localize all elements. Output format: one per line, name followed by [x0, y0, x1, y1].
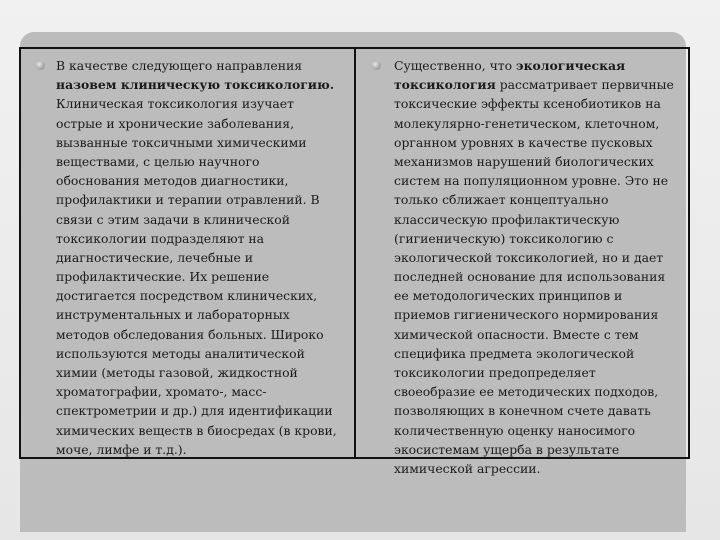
text-segment: последней основание для использования — [394, 269, 666, 285]
left-paragraph-line: спектрометрии и др.) для идентификации — [56, 403, 333, 419]
right-paragraph-line — [394, 56, 674, 75]
right-paragraph-line — [394, 114, 674, 133]
bold-term: экологическая — [516, 58, 626, 73]
left-paragraph-line: профилактические. Их решение — [56, 269, 270, 285]
right-paragraph-line — [394, 459, 674, 478]
text-segment: химической агрессии. — [394, 460, 541, 476]
left-paragraph-line: вызванные токсичными химическими — [56, 134, 307, 150]
right-paragraph-line — [394, 133, 674, 152]
right-paragraph-line — [394, 75, 674, 94]
text-segment: только сближает концептуально — [394, 192, 609, 208]
text-segment: систем на популяционном уровне. Это не — [394, 173, 669, 189]
right-paragraph-line — [394, 286, 674, 305]
text-segment: количественную оценку наносимого — [394, 422, 636, 438]
left-paragraph-line: достигается посредством клинических, — [56, 288, 318, 304]
text-segment: приемов гигиенического нормирования — [394, 307, 659, 323]
text-segment: молекулярно-генетическом, клеточном, — [394, 115, 660, 131]
left-paragraph-line: диагностические, лечебные и — [56, 249, 254, 265]
right-paragraph-line — [394, 248, 674, 267]
left-paragraph-line: связи с этим задачи в клинической — [56, 211, 290, 227]
text-segment: Существенно, что — [394, 58, 517, 73]
text-segment: механизмов нарушений биологических — [394, 153, 654, 169]
right-paragraph-line — [394, 421, 674, 440]
right-paragraph-line — [394, 267, 674, 286]
right-paragraph-line — [394, 401, 674, 420]
left-paragraph-line: обоснования методов диагностики, — [56, 173, 289, 189]
left-paragraph-line: Клиническая токсикология изучает — [56, 96, 294, 112]
left-paragraph-line: используются методы аналитической — [56, 345, 305, 361]
right-paragraph-line — [394, 325, 674, 344]
left-paragraph-line: инструментальных и лабораторных — [56, 307, 290, 323]
text-segment: экосистемам ущерба в результате — [394, 441, 620, 457]
text-segment: токсические эффекты ксенобиотиков на — [394, 96, 661, 112]
left-paragraph-line: химии (методы газовой, жидкостной — [56, 365, 298, 380]
left-paragraph-line: хроматографии, хромато-, масс- — [56, 384, 267, 400]
right-paragraph-line — [394, 440, 674, 459]
left-paragraph-line: профилактики и терапии отравлений. В — [56, 192, 320, 208]
right-paragraph-line — [394, 382, 674, 401]
text-segment: ее методологических принципов и — [394, 288, 623, 304]
right-column-text — [394, 56, 674, 478]
text-segment: органном уровнях в качестве пусковых — [394, 134, 653, 150]
left-paragraph-line: В качестве следующего направления — [56, 58, 303, 73]
right-paragraph-line — [394, 344, 674, 363]
left-paragraph-line: назовем клиническую токсикологию. — [56, 77, 335, 93]
left-paragraph-line: токсикологии подразделяют на — [56, 230, 265, 246]
bold-term: токсикология — [394, 77, 496, 93]
left-paragraph-line: острые и хронические заболевания, — [56, 115, 295, 131]
left-paragraph-line: методов обследования больных. Широко — [56, 326, 324, 342]
left-paragraph-line: веществами, с целью научного — [56, 153, 260, 169]
left-column-text — [56, 56, 337, 459]
text-segment: рассматривает первичные — [495, 77, 674, 93]
text-segment: (гигиеническую) токсикологию с — [394, 230, 614, 246]
text-segment: своеобразие ее методических подходов, — [394, 384, 659, 400]
left-paragraph-line: моче, лимфе и т.д.). — [56, 441, 187, 457]
right-paragraph-line — [394, 210, 674, 229]
right-paragraph-line — [394, 152, 674, 171]
right-paragraph-line — [394, 229, 674, 248]
bullet-icon — [372, 61, 381, 70]
text-segment: токсикологии предопределяет — [394, 365, 596, 380]
left-paragraph-line: химических веществ в биосредах (в крови, — [56, 422, 337, 438]
right-paragraph-line — [394, 94, 674, 113]
text-segment: экологической токсикологией, но и дает — [394, 249, 664, 265]
right-paragraph-line — [394, 363, 674, 382]
text-segment: позволяющих в конечном счете давать — [394, 403, 651, 419]
text-segment: классическую профилактическую — [394, 211, 620, 227]
right-paragraph-line — [394, 190, 674, 209]
text-segment: химической опасности. Вместе с тем — [394, 326, 639, 342]
right-paragraph-line — [394, 171, 674, 190]
text-segment: специфика предмета экологической — [394, 345, 635, 361]
right-paragraph-line — [394, 305, 674, 324]
bullet-icon — [36, 61, 45, 70]
